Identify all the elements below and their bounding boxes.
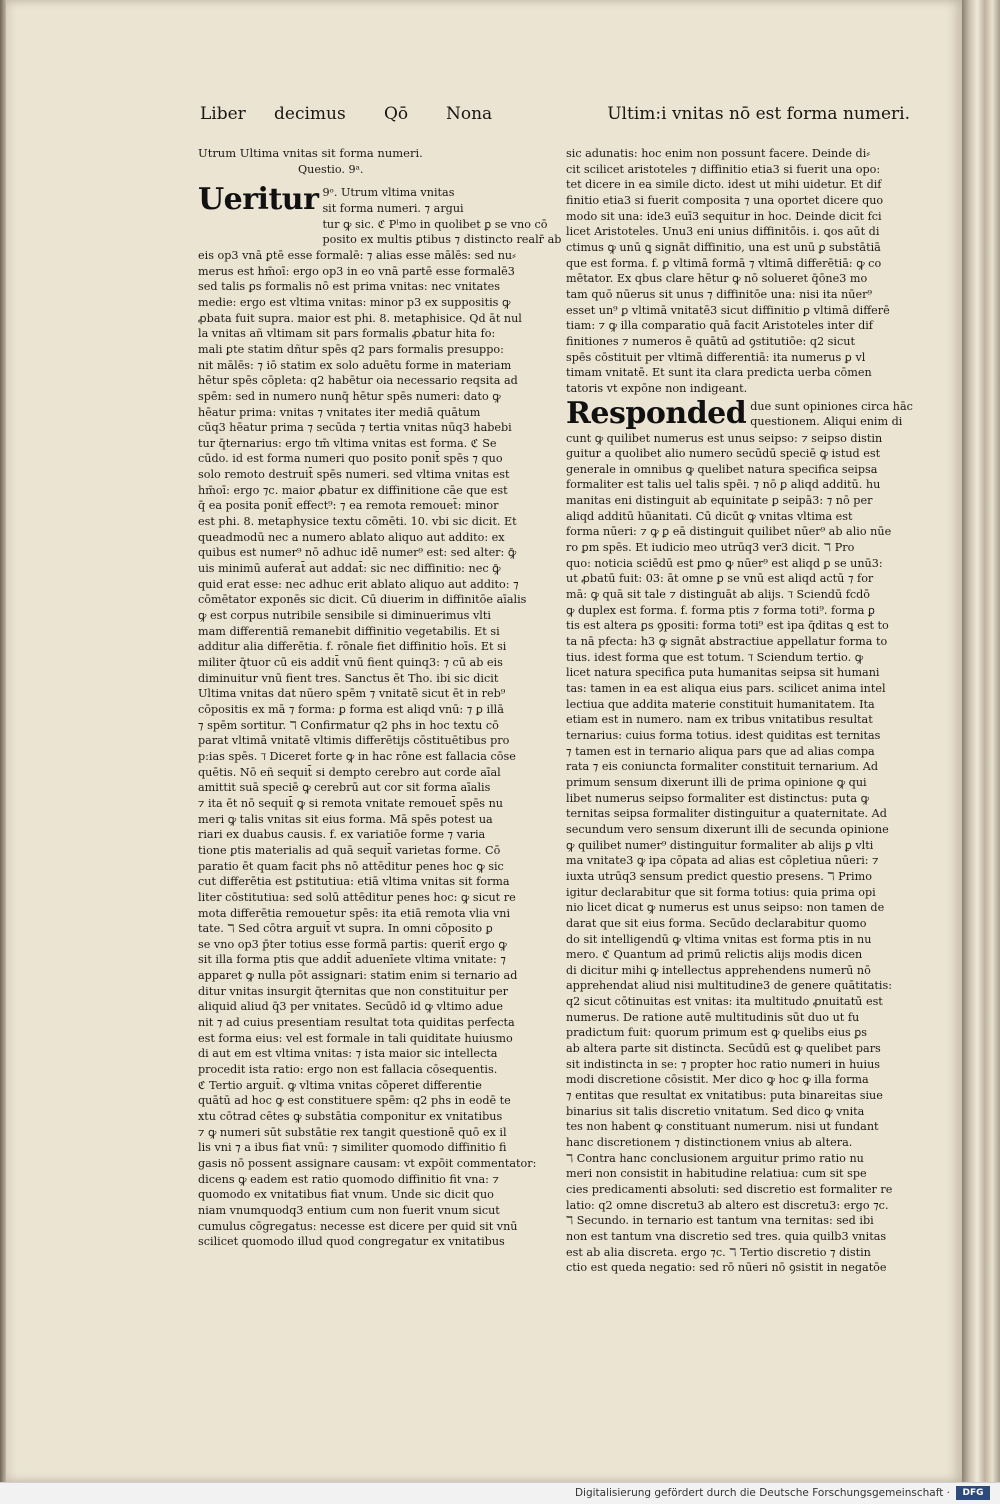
text-line: ma vnitate3 ꝙ ipa cōpata ad alias est cōpletiua nūeri: ⁊: [566, 854, 879, 868]
text-line: tatoris vt expōne non indigeant.: [566, 381, 748, 395]
text-line: ⁊ spēm sortitur. ℸ Confirmatur q2 phs in hoc textu cō: [198, 718, 499, 732]
text-line: finitiones ⁊ numeros ē quātū ad ꝯstitutiōe: q2 sicut: [566, 334, 855, 348]
text-line: amittit suā speciē ꝙ cerebrū aut cor sit forma aīalis: [198, 781, 491, 795]
text-line: forma nūeri: ⁊ ꝙ ꝑ eā distinguit quilibet nūer⁹ ab alio nūe: [566, 525, 892, 539]
text-line: est ab alia discreta. ergo ⁊c. ℸ Tertio discretio ⁊ distin: [566, 1245, 871, 1259]
text-line: rata ⁊ eis coniuncta formaliter constituit ternarium. Ad: [566, 760, 878, 774]
right-body-text-top: [566, 146, 906, 397]
running-head-liber: Liber: [200, 104, 246, 124]
text-line: ꝙ duplex est forma. f. forma ptis ⁊ forma toti⁹. forma ꝑ: [566, 603, 875, 617]
text-line: igitur declarabitur que sit forma totius: quia prima opi: [566, 885, 876, 899]
digitization-footer: [0, 1482, 1000, 1504]
text-line: mā: ꝙ quā sit tale ⁊ distinguāt ab alijs. ℸ Sciendū fcdō: [566, 588, 871, 602]
decorated-initial-word-respondeo: Responded: [566, 395, 747, 431]
text-line: cunt ꝙ quilibet numerus est unus seipso: ⁊ seipso distin: [566, 431, 883, 445]
text-line: aliquid aliud q̄3 per vnitates. Secūdō id ꝙ vltimo adue: [198, 1000, 503, 1014]
text-line: lectiua que addita materie constituit humanitatem. Ita: [566, 697, 875, 711]
text-line: posito ex multis ꝑtibus ⁊ distincto realr̄ ab: [322, 233, 562, 247]
text-line: ℭ Tertio arguit̄. ꝙ vltima vnitas cōperet differentie: [198, 1078, 482, 1092]
text-line: procedit ista ratio: ergo non est fallacia cōsequentis.: [198, 1063, 498, 1077]
text-line: est phi. 8. metaphysice textu cōmēti. 10. vbi sic dicit. Et: [198, 515, 517, 529]
text-line: apprehendat aliud nisi multitudine3 de genere quātitatis:: [566, 979, 893, 993]
running-head-title: Ultim:i vnitas nō est forma numeri.: [607, 104, 910, 124]
text-line: tius. idest forma que est totum. ℸ Sciendum tertio. ꝙ: [566, 650, 864, 664]
text-line: ⁊ ita ēt nō sequit̄ ꝙ si remota vnitate remouet̄ spēs nu: [198, 796, 504, 810]
text-line: generale in omnibus ꝙ quelibet natura specifica seipsa: [566, 462, 878, 476]
text-line: tam quō nūerus sit unus ⁊ diffinitōe una: nisi ita nūer⁹: [566, 287, 872, 301]
text-line: sit indistincta in se: ⁊ propter hoc ratio numeri in huius: [566, 1057, 881, 1071]
text-line: que est forma. f. ꝑ vltimā formā ⁊ vltimā differētiā: ꝙ co: [566, 256, 882, 270]
text-line: libet numerus seipso formaliter est distinctus: puta ꝙ: [566, 791, 869, 805]
text-line: est forma eius: vel est formale in tali quiditate huiusmo: [198, 1031, 513, 1045]
text-line: secundum vero sensum dixerunt illi de secunda opinione: [566, 822, 889, 836]
text-line: cumulus cōgregatus: necesse est dicere per quid sit vnū: [198, 1219, 518, 1233]
text-line: latio: q2 omne discretu3 ab altero est discretu3: ergo ⁊c.: [566, 1198, 889, 1212]
text-line: dicens ꝙ eadem est ratio quomodo diffinitio fit vna: ⁊: [198, 1172, 499, 1186]
right-body-text-bottom: [566, 431, 906, 1276]
text-line: spēs cōstituit per vltimā differentiā: ita numerus ꝑ vl: [566, 350, 866, 364]
text-line: ctio est queda negatio: sed rō nūeri nō ꝯsistit in negatōe: [566, 1261, 887, 1275]
text-line: tur q̄ternarius: ergo tm̄ vltima vnitas est forma. ℭ Se: [198, 436, 497, 450]
respondeo-initial-lines: [750, 397, 913, 430]
text-line: quibus est numer⁹ nō adhuc idē numer⁹ est: sed alter: ꝙ̄: [198, 546, 517, 560]
text-line: ctimus ꝙ unū ꝗ signāt diffinitio, una est unū ꝑ substātiā: [566, 240, 881, 254]
text-line: nio licet dicat ꝙ numerus est unus seipso: non tamen de: [566, 901, 885, 915]
text-line: tas: tamen in ea est aliqua eius pars. scilicet anima intel: [566, 682, 886, 695]
page-fore-edge: [962, 0, 1000, 1482]
text-line: ꝓbata fuit supra. maior est phi. 8. metaphisice. Qd āt nul: [198, 311, 522, 325]
initial-lines: [322, 183, 561, 248]
footer-credit: Digitalisierung gefördert durch die Deutsche Forschungsgemeinschaft ·: [574, 1487, 950, 1499]
text-line: ℸ Secundo. in ternario est tantum vna ternitas: sed ibi: [566, 1214, 874, 1228]
text-line: ꝙ quilibet numer⁹ distinguitur formaliter ab alijs ꝑ vlti: [566, 838, 874, 852]
page-gutter: [0, 0, 6, 1482]
text-line: licet natura specifica puta humanitas seipsa sit humani: [566, 666, 880, 680]
text-line: mero. ℭ Quantum ad primū relictis alijs modis dicen: [566, 948, 863, 962]
text-line: cūq3 hēatur prima ⁊ secūda ⁊ tertia vnitas nūq3 habebi: [198, 421, 512, 435]
text-line: quomodo ex vnitatibus fiat vnum. Unde sic dicit quo: [198, 1188, 494, 1202]
text-line: etiam est in numero. nam ex tribus vnitatibus resultat: [566, 713, 873, 727]
text-line: quid erat esse: nec adhuc erit ablato aliquo aut addito: ⁊: [198, 577, 519, 591]
text-line: non est tantum vna discretio sed tres. quia quilb3 vnitas: [566, 1229, 887, 1243]
initial-block: [198, 182, 562, 248]
text-line: 9ᵒ. Utrum vltima vnitas: [322, 186, 455, 200]
text-line: tiam: ⁊ ꝙ illa comparatio quā facit Aristoteles inter dif: [566, 319, 873, 333]
text-line: parat vltimā vnitatē vltimis differētijs cōstituētibus pro: [198, 734, 510, 748]
text-line: binarius sit talis discretio vnitatum. Sed dico ꝙ vnita: [566, 1104, 865, 1118]
text-line: tione ꝑtis materialis ad quā sequit̄ varietas forme. Cō: [198, 843, 501, 857]
text-line: hanc discretionem ⁊ distinctionem vnius ab altera.: [566, 1136, 853, 1150]
text-line: niam vnumquodq3 entium cum non fuerit vnum sicut: [198, 1203, 500, 1217]
text-line: hm̄oī: ergo ⁊c. maior ꝓbatur ex diffinitione cāe que est: [198, 483, 508, 497]
decorated-initial-word: Ueritur: [198, 182, 319, 218]
text-line: la vnitas añ vltimam sit pars formalis ꝓbatur hita fo:: [198, 327, 496, 341]
running-head-question-label: Qō: [384, 104, 409, 124]
text-line: mali ꝑte statim dñtur spēs q2 pars formalis presuppo:: [198, 342, 504, 356]
text-line: Ultima vnitas dat nūero spēm ⁊ vnitatē sicut ēt in reb⁹: [198, 687, 506, 701]
text-line: ⁊ entitas que resultat ex vnitatibus: puta binareitas siue: [566, 1089, 883, 1103]
text-line: paratio ēt quam facit phs nō attēditur penes hoc ꝙ sic: [198, 859, 504, 873]
text-line: gasis nō possent assignare causam: vt expōit commentator:: [198, 1157, 537, 1170]
question-title: Utrum Ultima vnitas sit forma numeri.: [198, 146, 423, 160]
text-line: ut ꝓbatū fuit: 03: āt omne ꝑ se vnū est aliqd actū ⁊ for: [566, 572, 874, 586]
text-line: due sunt opiniones circa hāc: [750, 399, 913, 413]
text-line: sit illa forma ptis que addit̄ aduenīete vltima vnitate: ⁊: [198, 953, 506, 967]
text-line: se vno op3 p̄ter totius esse formā partis: querit̄ ergo ꝙ: [198, 937, 507, 951]
text-line: guitur a quolibet alio numero secūdū speciē ꝙ istud est: [566, 447, 881, 461]
text-line: q̄ ea posita ponit̄ effect⁹: ⁊ ea remota remouet̄: minor: [198, 499, 499, 513]
text-line: modi discretione cōsistit. Mer dico ꝙ hoc ꝙ illa forma: [566, 1073, 869, 1087]
text-line: ro ꝑm spēs. Et iudicio meo utrūq3 ver3 dicit. ℸ Pro: [566, 541, 855, 555]
text-line: di dicitur mihi ꝙ intellectus apprehendens numerū nō: [566, 963, 871, 977]
text-line: tes non habent ꝙ constituant numerum. nisi ut fundant: [566, 1120, 879, 1134]
text-line: liter cōstitutiua: sed solū attēditur penes hoc: ꝙ sicut re: [198, 890, 516, 904]
text-line: formaliter est talis uel talis spēi. ⁊ nō ꝑ aliqd additū. hu: [566, 478, 881, 492]
text-line: cut differētia est ꝑstitutiua: etiā vltima vnitas sit forma: [198, 875, 510, 889]
text-line: timam vnitatē. Et sunt ita clara predicta uerba cōmen: [566, 366, 872, 380]
text-line: di aut em est vltima vnitas: ⁊ ista maior sic intellecta: [198, 1047, 498, 1061]
text-line: lis vni ⁊ a ibus fiat vnū: ⁊ similiter quomodo diffinitio fi: [198, 1141, 507, 1155]
right-column: [566, 146, 913, 1276]
text-line: quātū ad hoc ꝙ est constituere spēm: q2 phs in eodē te: [198, 1094, 511, 1108]
text-line: manitas eni distinguit ab equinitate ꝑ seipā3: ⁊ nō per: [566, 494, 873, 508]
text-line: quo: noticia sciēdū est ꝑmo ꝙ nūer⁹ est aliqd ꝑ se unū3:: [566, 556, 883, 570]
text-line: mam differentiā remanebit diffinitio vegetabilis. Et si: [198, 624, 500, 638]
text-line: tis est altera ꝑs ꝯpositi: forma toti⁹ est ipa q̄ditas ꝗ est to: [566, 619, 889, 633]
text-line: p:ias spēs. ℸ Diceret forte ꝙ in hac rōne est fallacia cōse: [198, 749, 516, 763]
text-line: tate. ℸ Sed cōtra arguit̄ vt supra. In omni cōposito ꝑ: [198, 922, 493, 936]
respondeo-block: [566, 395, 913, 431]
text-line: medie: ergo est vltima vnitas: minor p3 ex suppositis ꝙ: [198, 295, 511, 309]
text-line: hētur spēs cōpleta: q2 habētur oia necessario reqsita ad: [198, 374, 518, 388]
text-line: militer q̄tuor cū eis addit̄ vnū fient quinq3: ⁊ cū ab eis: [198, 656, 503, 669]
text-line: solo remoto destruit̄ spēs numeri. sed vltima vnitas est: [198, 468, 510, 482]
text-line: sic adunatis: hoc enim non possunt facere. Deinde di⸗: [566, 147, 871, 160]
text-line: esset un⁹ ꝑ vltimā vnitatē3 sicut diffinitio ꝑ vltimā differē: [566, 303, 890, 317]
text-line: ta nā pfecta: h3 ꝙ signāt abstractiue appellatur forma to: [566, 635, 888, 649]
text-line: ⁊ ꝙ numeri sūt substātie rex tangit questionē quō ex il: [198, 1125, 507, 1139]
text-line: merus est hm̄oī: ergo op3 in eo vnā partē esse formalē3: [198, 264, 515, 278]
text-line: queadmodū nec a numero ablato aliquo aut addito: ex: [198, 530, 505, 544]
text-line: riari ex duabus causis. f. ex variatiōe forme ⁊ varia: [198, 828, 486, 842]
text-line: finitio etia3 si fuerit composita ⁊ una oportet dicere quo: [566, 193, 884, 207]
question-number: Questio. 9ᵃ.: [298, 162, 364, 176]
running-head-book-number: decimus: [274, 104, 346, 124]
text-line: spēm: sed in numero nunq̄ hētur spēs numeri: dato ꝙ: [198, 389, 501, 403]
text-line: modo sit una: ide3 euī3 sequitur in hoc. Deinde dicit fci: [566, 209, 882, 223]
text-line: licet Aristoteles. Unu3 eni unius diffinitōis. i. ꝗos aūt di: [566, 225, 880, 239]
text-line: uis minimū auferat̄ aut addat̄: sic nec diffinitio: nec ꝙ̄: [198, 562, 501, 576]
text-line: apparet ꝙ nulla pōt assignari: statim enim si ternario ad: [198, 969, 518, 983]
text-line: numerus. De ratione autē multitudinis sūt duo ut fu: [566, 1010, 860, 1024]
text-line: ⁊ tamen est in ternario aliqua pars que ad alias compa: [566, 744, 875, 758]
text-line: aliqd additū hūanitati. Cū dicūt ꝙ vnitas vltima est: [566, 509, 853, 523]
text-line: ab altera parte sit distincta. Secūdū est ꝙ quelibet pars: [566, 1042, 881, 1056]
text-line: nit mālēs: ⁊ iō statim ex solo aduētu forme in materiam: [198, 358, 512, 372]
text-line: ternitas seipsa formaliter distinguitur a quaternitate. Ad: [566, 807, 887, 821]
text-line: sed talis ꝑs formalis nō est prima vnitas: nec vnitates: [198, 280, 500, 294]
text-line: cōmētator exponēs sic dicit. Cū diuerim in diffinitōe aīalis: [198, 593, 527, 607]
text-line: eis op3 vnā ꝑtē esse formalē: ⁊ alias esse mālēs: sed nu⸗: [198, 248, 516, 262]
text-line: additur alia differētia. f. rōnale fiet diffinitio hoīs. Et si: [198, 640, 507, 654]
text-line: nit ⁊ ad cuius presentiam resultat tota quiditas perfecta: [198, 1016, 515, 1030]
text-line: ℸ Contra hanc conclusionem arguitur primo ratio nu: [566, 1151, 864, 1165]
left-body-text: [198, 248, 538, 1250]
text-line: quētis. Nō eñ sequit̄ si dempto cerebro aut corde aīal: [198, 765, 501, 779]
text-line: primum sensum dixerunt illi de prima opinione ꝙ qui: [566, 775, 867, 789]
text-line: cit scilicet aristoteles ⁊ diffinitio etia3 si fuerit una opo:: [566, 162, 881, 176]
text-line: tet dicere in ea simile dicto. idest ut mihi uidetur. Et dif: [566, 178, 882, 192]
text-line: cies predicamenti absoluti: sed discretio est formaliter re: [566, 1183, 893, 1196]
running-head: [200, 104, 910, 134]
left-column: [198, 146, 562, 1250]
text-line: sit forma numeri. ⁊ argui: [322, 201, 464, 215]
text-line: scilicet quomodo illud quod congregatur ex vnitatibus: [198, 1235, 505, 1249]
running-head-question-number: Nona: [446, 104, 493, 124]
text-line: mētator. Ex qbus clare hētur ꝙ nō solueret q̄ōne3 mo: [566, 272, 868, 286]
text-line: cūdo. id est forma numeri quo posito ponit̄ spēs ⁊ quo: [198, 452, 503, 466]
dfg-logo: DFG: [956, 1486, 990, 1500]
text-line: ꝙ est corpus nutribile sensibile si diminuerimus vlti: [198, 609, 491, 623]
text-line: mota differētia remouetur spēs: ita etiā remota vlia vni: [198, 906, 511, 920]
text-line: darat que sit eius forma. Secūdo declarabitur quomo: [566, 916, 867, 930]
text-line: iuxta utrūq3 sensum predict questio presens. ℸ Primo: [566, 869, 872, 883]
text-line: pradictum fuit: quorum primum est ꝙ quelibs eius ꝑs: [566, 1026, 867, 1040]
text-line: hēatur prima: vnitas ⁊ vnitates iter mediā quātum: [198, 405, 481, 419]
text-line: diminuitur vnū fient tres. Sanctus ēt Tho. ibi sic dicit: [198, 671, 499, 685]
text-line: cōpositis ex mā ⁊ forma: ꝑ forma est aliqd vnū: ⁊ ꝑ illā: [198, 702, 504, 716]
text-line: ternarius: cuius forma totius. idest quiditas est ternitas: [566, 728, 881, 742]
text-line: questionem. Aliqui enim di: [750, 415, 903, 429]
text-line: ditur vnitas insurgit q̄ternitas que non constituitur per: [198, 984, 508, 998]
text-line: do sit intelligendū ꝙ vltima vnitas est forma ptis in nu: [566, 932, 872, 946]
text-line: meri non consistit in habitudine relatiua: cum sit spe: [566, 1167, 867, 1181]
text-line: q2 sicut cōtinuitas est vnitas: ita multitudo ꝓnuitatū est: [566, 995, 883, 1009]
text-line: xtu cōtrad cētes ꝙ substātia componitur ex vnitatibus: [198, 1110, 503, 1124]
text-line: meri ꝙ talis vnitas sit eius forma. Mā spēs potest ua: [198, 812, 493, 826]
text-line: tur ꝙ sic. ℭ Pˡmo in quolibet ꝑ se vno cō: [322, 217, 548, 231]
